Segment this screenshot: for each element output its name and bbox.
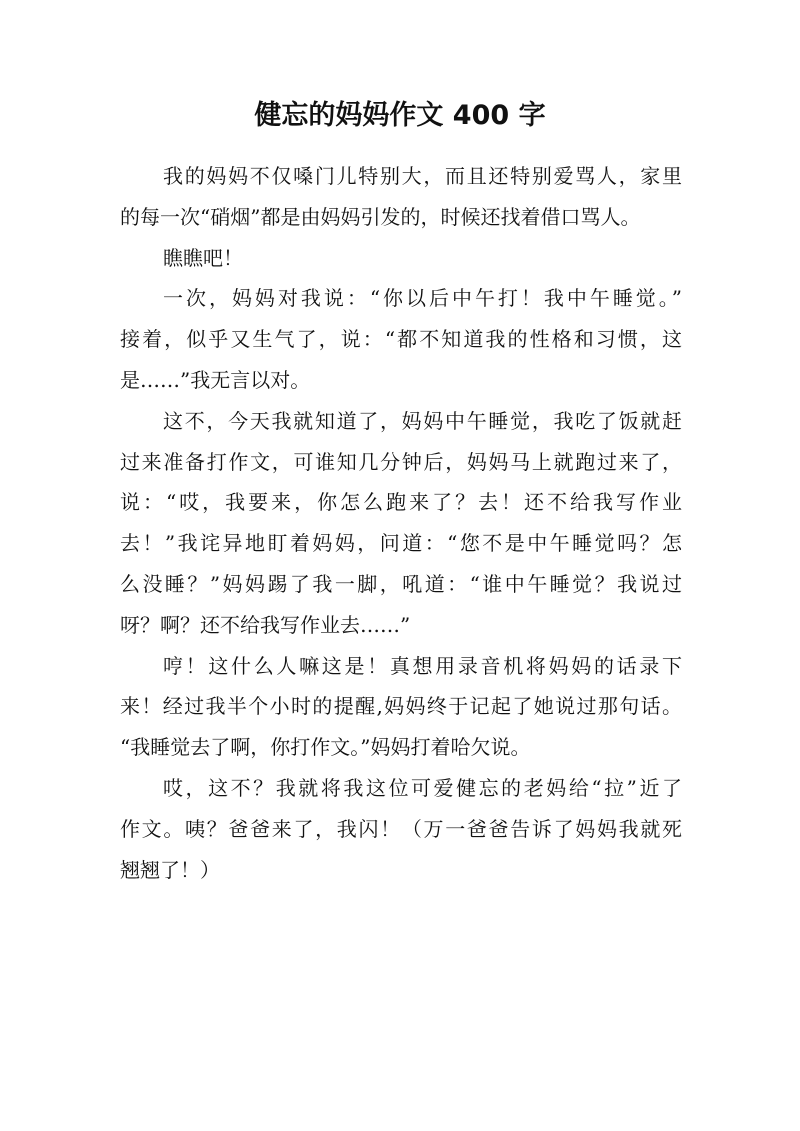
document-title: 健忘的妈妈作文 400 字 — [254, 100, 546, 131]
text-line: 的每一次“硝烟”都是由妈妈引发的，时候还找着借口骂人。 — [120, 204, 641, 229]
text-line: “我睡觉去了啊，你打作文。”妈妈打着哈欠说。 — [120, 735, 531, 760]
text-line: 来！经过我半个小时的提醒,妈妈终于记起了她说过那句话。 — [120, 694, 682, 719]
text-line: 我的妈妈不仅嗓门儿特别大，而且还特别爱骂人，家里 — [163, 164, 682, 188]
text-line: 呀？啊？还不给我写作业去……” — [120, 612, 411, 637]
text-line: 说：“哎，我要来，你怎么跑来了？去！还不给我写作业 — [120, 490, 682, 515]
text-line: 哼！这什么人嘛这是！真想用录音机将妈妈的话录下 — [163, 653, 682, 678]
document-body — [120, 156, 682, 890]
text-line: 是……”我无言以对。 — [120, 367, 311, 392]
text-line: 翘翘了！） — [120, 857, 220, 882]
text-line: 去！”我诧异地盯着妈妈，问道：“您不是中午睡觉吗？怎 — [120, 531, 682, 556]
text-line: 瞧瞧吧！ — [163, 245, 243, 270]
text-line: 么没睡？”妈妈踢了我一脚，吼道：“谁中午睡觉？我说过 — [120, 571, 682, 596]
text-line: 作文。咦？爸爸来了，我闪！（万一爸爸告诉了妈妈我就死 — [120, 816, 682, 841]
text-line: 一次，妈妈对我说：“你以后中午打！我中午睡觉。” — [163, 286, 682, 311]
text-line: 接着，似乎又生气了，说：“都不知道我的性格和习惯，这 — [120, 327, 682, 352]
text-line: 过来准备打作文，可谁知几分钟后，妈妈马上就跑过来了， — [120, 449, 682, 474]
text-line: 这不，今天我就知道了，妈妈中午睡觉，我吃了饭就赶 — [163, 408, 682, 433]
text-line: 哎，这不？我就将我这位可爱健忘的老妈给“拉”近了 — [163, 775, 682, 800]
